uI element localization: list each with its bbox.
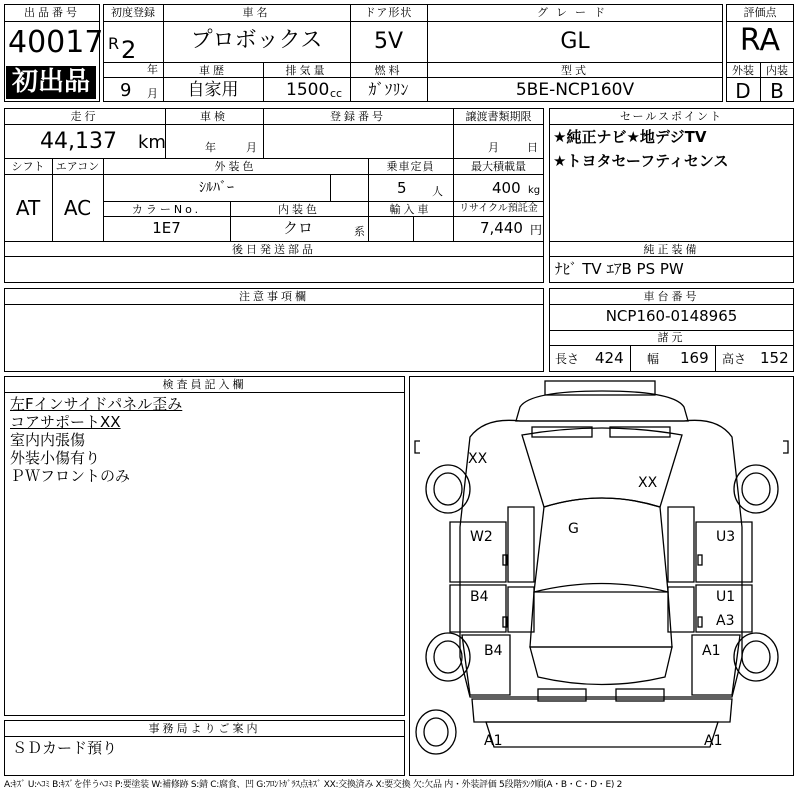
first-reg-label: 初度登録 bbox=[111, 6, 155, 19]
car-name-label: 車名 bbox=[242, 6, 271, 19]
sales-points-label: セールスポイント bbox=[619, 110, 723, 123]
shift-value: AT bbox=[15, 196, 41, 220]
max-load-value: 400 bbox=[492, 179, 521, 197]
inspection-year-unit: 年 bbox=[205, 141, 216, 154]
score-value: RA bbox=[739, 23, 781, 58]
transfer-day-unit: 日 bbox=[527, 141, 538, 154]
displacement-value: 1500 bbox=[286, 80, 330, 100]
inspector-line-3: 室内内張傷 bbox=[10, 431, 86, 449]
first-listing-badge: 初出品 bbox=[6, 66, 96, 99]
lot-label: 出品番号 bbox=[24, 6, 80, 19]
model-value: 5BE-NCP160V bbox=[515, 80, 635, 100]
int-label: 内装 bbox=[766, 64, 788, 77]
transfer-month-unit: 月 bbox=[488, 141, 499, 154]
width-value: 169 bbox=[680, 349, 709, 367]
month-unit: 月 bbox=[147, 87, 158, 100]
int-score: B bbox=[770, 79, 784, 103]
height-label: 高さ bbox=[722, 352, 747, 366]
sales-point-2: ★トヨタセーフティセンス bbox=[553, 152, 729, 170]
exterior-color-label: 外装色 bbox=[214, 160, 257, 173]
mark-xx-left: XX bbox=[468, 451, 488, 467]
specs-label: 諸元 bbox=[657, 331, 686, 344]
mark-b4-rear: B4 bbox=[484, 643, 503, 659]
history-value: 自家用 bbox=[187, 80, 239, 100]
genuine-equipment-value: ﾅﾋﾞ TV ｴｱB PS PW bbox=[555, 260, 684, 278]
grade-value: GL bbox=[560, 29, 590, 54]
legend: A:ｷｽﾞ U:ﾍｺﾐ B:ｷｽﾞを伴うﾍｺﾐ P:要塗装 W:補修跡 S:錆 C:腐食、凹 G:ﾌﾛﾝﾄｶﾞﾗｽ点ｷｽﾞ XX:交換済み X:要交換 欠:欠品 内・外装評価 5段階ﾗﾝｸ順(A・B・C・D・E) 2 bbox=[4, 780, 623, 790]
interior-color-value: クロ bbox=[283, 219, 314, 237]
office-label: 事務局よりご案内 bbox=[148, 722, 261, 735]
mark-a1-rear: A1 bbox=[702, 643, 721, 659]
mark-u1: U1 bbox=[716, 589, 736, 605]
mark-a1-bottom-left: A1 bbox=[484, 733, 503, 749]
color-no-value: 1E7 bbox=[152, 219, 181, 237]
displacement-unit: cc bbox=[330, 87, 343, 100]
mileage-unit: km bbox=[138, 132, 166, 153]
history-label: 車歴 bbox=[199, 64, 227, 77]
score-label: 評価点 bbox=[743, 6, 777, 19]
ext-score: D bbox=[735, 79, 751, 103]
interior-color-label: 内装色 bbox=[278, 203, 320, 216]
length-label: 長さ bbox=[555, 352, 580, 366]
inspection-month-unit: 月 bbox=[246, 141, 257, 154]
recycle-label: リサイクル預託金 bbox=[459, 203, 538, 214]
max-load-label: 最大積載量 bbox=[471, 160, 526, 173]
damage-diagram bbox=[409, 376, 794, 776]
era: R bbox=[108, 34, 120, 53]
inspector-label: 検査員記入欄 bbox=[162, 378, 247, 391]
mileage-label: 走行 bbox=[70, 110, 99, 123]
color-no-label: カラーNo. bbox=[131, 203, 202, 216]
office-text: ＳＤカード預り bbox=[12, 739, 118, 757]
width-label: 幅 bbox=[647, 352, 660, 366]
max-load-unit: kg bbox=[528, 185, 541, 196]
mark-b4-left: B4 bbox=[470, 589, 489, 605]
recycle-unit: 円 bbox=[530, 223, 543, 237]
mark-a3: A3 bbox=[716, 613, 735, 629]
capacity-label: 乗車定員 bbox=[386, 160, 435, 173]
grade-label: グレード bbox=[537, 6, 613, 19]
capacity-unit: 人 bbox=[432, 185, 443, 198]
sales-point-1: ★純正ナビ★地デジTV bbox=[553, 128, 707, 146]
height-value: 152 bbox=[760, 349, 789, 367]
mark-w2: W2 bbox=[470, 529, 493, 545]
model-label: 型式 bbox=[561, 64, 589, 77]
length-value: 424 bbox=[595, 349, 624, 367]
fuel-value: ｶﾞｿﾘﾝ bbox=[368, 80, 409, 99]
chassis-label: 車台番号 bbox=[643, 290, 700, 303]
door-label: ドア形状 bbox=[364, 6, 413, 19]
reg-month: 9 bbox=[120, 80, 132, 101]
inspector-line-1: 左Fインサイドパネル歪み bbox=[10, 395, 183, 413]
later-parts-label: 後日発送部品 bbox=[232, 243, 316, 256]
mark-g: G bbox=[568, 521, 579, 537]
door-value: 5V bbox=[373, 29, 404, 54]
fuel-label: 燃料 bbox=[374, 64, 403, 77]
genuine-equipment-label: 純正装備 bbox=[643, 243, 700, 256]
displacement-label: 排気量 bbox=[285, 64, 328, 77]
lot-number: 40017 bbox=[8, 25, 104, 60]
transfer-doc-label: 譲渡書類期限 bbox=[465, 110, 532, 123]
import-car-label: 輸入車 bbox=[389, 203, 432, 216]
inspector-line-5: ＰＷフロントのみ bbox=[10, 467, 131, 485]
chassis-value: NCP160-0148965 bbox=[605, 307, 738, 325]
interior-color-unit: 系 bbox=[354, 225, 365, 238]
ext-label: 外装 bbox=[732, 64, 754, 77]
inspector-line-2: コアサポートXX bbox=[10, 413, 121, 431]
notes-label: 注意事項欄 bbox=[239, 290, 309, 303]
exterior-color-value: ｼﾙﾊﾞｰ bbox=[199, 180, 234, 196]
reg-year: 2 bbox=[121, 36, 137, 64]
aircon-value: AC bbox=[63, 196, 92, 220]
aircon-label: エアコン bbox=[55, 160, 100, 173]
shift-label: シフト bbox=[11, 160, 45, 173]
car-name: プロボックス bbox=[190, 28, 323, 53]
inspector-line-4: 外装小傷有り bbox=[10, 449, 101, 467]
capacity-value: 5 bbox=[397, 179, 407, 197]
recycle-value: 7,440 bbox=[480, 219, 523, 237]
mark-xx-right: XX bbox=[638, 475, 658, 491]
mark-u3: U3 bbox=[716, 529, 736, 545]
car-diagram-svg bbox=[410, 377, 793, 775]
mileage-value: 44,137 bbox=[40, 129, 117, 154]
inspection-label: 車検 bbox=[200, 110, 228, 123]
reg-no-label: 登録番号 bbox=[330, 110, 386, 123]
year-unit: 年 bbox=[147, 63, 158, 76]
mark-a1-bottom-right: A1 bbox=[704, 733, 723, 749]
